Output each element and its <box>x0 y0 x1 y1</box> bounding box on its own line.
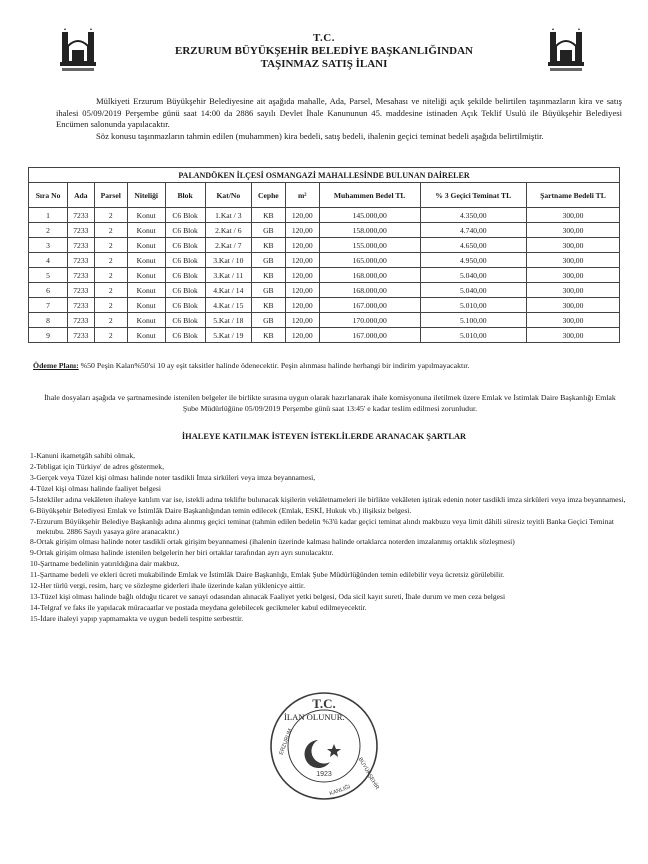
table-cell: 120,00 <box>285 313 319 328</box>
table-header-cell: % 3 Geçici Teminat TL <box>420 183 526 208</box>
table-cell: 120,00 <box>285 223 319 238</box>
table-cell: 2 <box>94 223 127 238</box>
table-header-row <box>29 183 620 208</box>
table-cell: 2 <box>94 268 127 283</box>
table-cell: 120,00 <box>285 328 319 343</box>
requirement-text: Tebligat için Türkiye' de adres göstermek, <box>36 461 164 471</box>
requirement-item <box>30 484 626 494</box>
requirement-number: 4- <box>30 483 37 493</box>
table-cell: 5.040,00 <box>420 268 526 283</box>
table-cell: C6 Blok <box>165 268 205 283</box>
requirement-text: Tüzel kişi olması halinde faaliyet belgesi <box>36 483 161 493</box>
requirement-item <box>30 559 626 569</box>
table-cell: 2 <box>94 298 127 313</box>
table-cell: 7233 <box>68 328 95 343</box>
table-cell: 2.Kat / 7 <box>205 238 251 253</box>
table-cell: 5.Kat / 18 <box>205 313 251 328</box>
table-cell: Konut <box>127 268 165 283</box>
requirement-item <box>30 570 626 580</box>
table-row <box>29 268 620 283</box>
table-header-cell: Muhammen Bedel TL <box>319 183 420 208</box>
requirement-text: Ortak girişim olması halinde noter tasdikli ortak girişim beyannamesi (ihalenin üzerinde kalması halinde ortaklarca noterden imzalanmış ortaklık sözleşmesi) <box>36 537 515 547</box>
table-cell: 3 <box>29 238 68 253</box>
requirement-item <box>30 548 626 558</box>
table-cell: GB <box>251 223 285 238</box>
official-stamp <box>268 690 380 802</box>
requirement-item <box>30 517 626 536</box>
table-cell: 5.040,00 <box>420 283 526 298</box>
payment-plan-text: %50 Peşin Kalan%50'si 10 ay eşit taksitler halinde ödenecektir. Peşin alınması halinde herhangi bir indirim yapılmayacaktır. <box>78 361 470 370</box>
table-cell: 2.Kat / 6 <box>205 223 251 238</box>
table-cell: KB <box>251 238 285 253</box>
table-cell: Konut <box>127 313 165 328</box>
table-header-cell: Parsel <box>94 183 127 208</box>
requirements-list <box>30 451 626 625</box>
table-cell: 168.000,00 <box>319 283 420 298</box>
table-cell: GB <box>251 313 285 328</box>
table-cell: 300,00 <box>526 208 619 223</box>
requirement-text: Tüzel kişi olması halinde bağlı olduğu ticaret ve sanayi odasından alınacak Faaliyet yetki belgesi, Oda sicil kayıt sureti, İhale durum ve men ceza belgesi <box>40 592 506 602</box>
table-row <box>29 208 620 223</box>
table-cell: C6 Blok <box>165 238 205 253</box>
table-header-cell: Blok <box>165 183 205 208</box>
requirement-item <box>30 495 626 505</box>
table-cell: 1 <box>29 208 68 223</box>
requirement-text: Gerçek veya Tüzel kişi olması halinde noter tasdikli İmza sirküleri veya imza beyannamesi, <box>36 472 316 482</box>
requirement-number: 8- <box>30 537 37 547</box>
table-cell: 300,00 <box>526 313 619 328</box>
table-cell: KB <box>251 298 285 313</box>
table-cell: 1.Kat / 3 <box>205 208 251 223</box>
table-cell: 158.000,00 <box>319 223 420 238</box>
table-cell: 300,00 <box>526 298 619 313</box>
document-header <box>0 32 648 70</box>
table-caption: PALANDÖKEN İLÇESİ OSMANGAZİ MAHALLESİNDE BULUNAN DAİRELER <box>29 168 620 183</box>
requirement-number: 10- <box>30 559 41 569</box>
table-cell: 120,00 <box>285 238 319 253</box>
stamp-side-text: BÜYÜKŞEHİR <box>356 756 380 791</box>
table-cell: C6 Blok <box>165 298 205 313</box>
requirement-item <box>30 462 626 472</box>
table-header-cell: Şartname Bedeli TL <box>526 183 619 208</box>
requirement-number: 9- <box>30 548 37 558</box>
stamp-tc-text: T.C. <box>312 696 336 711</box>
table-cell: 2 <box>94 283 127 298</box>
closing-statement: İLAN OLUNUR. <box>284 712 345 722</box>
requirement-item <box>30 506 626 516</box>
table-cell: KB <box>251 328 285 343</box>
table-header-cell: Cephe <box>251 183 285 208</box>
stamp-year: 1923 <box>316 771 332 778</box>
table-cell: 2 <box>94 313 127 328</box>
table-cell: 4.Kat / 15 <box>205 298 251 313</box>
table-cell: 300,00 <box>526 328 619 343</box>
table-cell: 7233 <box>68 313 95 328</box>
table-cell: GB <box>251 283 285 298</box>
requirement-number: 3- <box>30 472 37 482</box>
table-body <box>29 208 620 343</box>
table-cell: KB <box>251 268 285 283</box>
requirement-item <box>30 581 626 591</box>
table-cell: 120,00 <box>285 253 319 268</box>
table-row <box>29 313 620 328</box>
table-cell: Konut <box>127 208 165 223</box>
table-cell: C6 Blok <box>165 208 205 223</box>
table-cell: Konut <box>127 298 165 313</box>
table-cell: 4.Kat / 14 <box>205 283 251 298</box>
table-cell: 7233 <box>68 298 95 313</box>
table-cell: 300,00 <box>526 253 619 268</box>
table-cell: 120,00 <box>285 298 319 313</box>
header-title: TAŞINMAZ SATIŞ İLANI <box>260 58 388 70</box>
table-cell: C6 Blok <box>165 223 205 238</box>
table-cell: C6 Blok <box>165 313 205 328</box>
table-cell: Konut <box>127 283 165 298</box>
table-cell: 167.000,00 <box>319 328 420 343</box>
table-cell: 168.000,00 <box>319 268 420 283</box>
table-cell: Konut <box>127 223 165 238</box>
table-cell: 145.000,00 <box>319 208 420 223</box>
stamp-bottom-text: KANLIĞI <box>328 784 352 798</box>
table-cell: 9 <box>29 328 68 343</box>
requirement-text: Her türlü vergi, resim, harç ve sözleşme giderleri ihale üzerinde kalan yüklenicye aittir. <box>40 581 306 591</box>
table-cell: C6 Blok <box>165 328 205 343</box>
table-cell: Konut <box>127 238 165 253</box>
table-cell: 4.650,00 <box>420 238 526 253</box>
table-row <box>29 298 620 313</box>
table-header-cell: Ada <box>68 183 95 208</box>
requirement-number: 15- <box>30 614 41 624</box>
requirement-text: Kanuni ikametgâh sahibi olmak, <box>36 451 136 460</box>
table-cell: 7 <box>29 298 68 313</box>
requirement-text: Şartname bedeli ve ekleri ücreti mukabilinde Emlak ve İstimlâk Daire Başkanlığı, Emlak Şube Müdürlüğünden temin edilebilir veya ücretsiz görülebilir. <box>39 570 505 580</box>
table-cell: 5.100,00 <box>420 313 526 328</box>
table-cell: 7233 <box>68 238 95 253</box>
requirement-item <box>30 473 626 483</box>
table-cell: 2 <box>94 328 127 343</box>
requirement-item <box>30 614 626 624</box>
table-cell: 5 <box>29 268 68 283</box>
requirement-text: Şartname bedelinin yatırıldığına dair makbuz. <box>40 559 180 569</box>
table-cell: 2 <box>94 208 127 223</box>
requirement-text: Telgraf ve faks ile yapılacak müracaatlar ve postada meydana gelebilecek gecikmeler kabul edilmeyecektir. <box>40 603 367 613</box>
requirement-text: Ortak girişim olması halinde istenilen belgelerin her biri ortaklar tarafından ayrı ayrı sunulacaktır. <box>36 548 334 558</box>
requirement-text: Büyükşehir Belediyesi Emlak ve İstimlâk Daire Başkanlığından temin edilecek (Emlak, ESKİ, Hukuk vb.) ilişiksiz belgesi. <box>36 505 412 515</box>
table-cell: 5.010,00 <box>420 298 526 313</box>
table-cell: 167.000,00 <box>319 298 420 313</box>
table-cell: 3.Kat / 11 <box>205 268 251 283</box>
table-cell: 8 <box>29 313 68 328</box>
table-cell: 4.350,00 <box>420 208 526 223</box>
table-cell: 7233 <box>68 283 95 298</box>
table-cell: C6 Blok <box>165 283 205 298</box>
table-cell: 7233 <box>68 223 95 238</box>
table-cell: 120,00 <box>285 283 319 298</box>
table-cell: 165.000,00 <box>319 253 420 268</box>
table-header-cell: Sıra No <box>29 183 68 208</box>
requirement-number: 7- <box>30 516 37 526</box>
table-cell: 4.740,00 <box>420 223 526 238</box>
requirement-text: İdare ihaleyi yapıp yapmamakta ve uygun bedeli tespitte serbesttir. <box>40 614 244 624</box>
requirement-number: 6- <box>30 505 37 515</box>
submission-notice: İhale dosyaları aşağıda ve şartnamesinde istenilen belgeler ile birlikte sırasına uygun olarak hazırlanarak ihale komisyonuna iletilmek üzere Emlak ve İstimlak Daire Başkanlığı Emlak Şube Müdürlüğüne 05/09/2019 Perşembe günü saat 13:45' e kadar teslim edilmesi zorunludur. <box>44 393 616 413</box>
table-cell: 6 <box>29 283 68 298</box>
table-header-cell: Kat/No <box>205 183 251 208</box>
requirement-number: 14- <box>30 603 41 613</box>
table-cell: KB <box>251 208 285 223</box>
table-row <box>29 328 620 343</box>
property-table-wrapper <box>28 167 620 343</box>
requirement-text: İstekliler adına vekâleten ihaleye katılım var ise, istekli adına teklifte bulunacak kişilerin vekâletnameleri ile birlikte vekâleten iştirak edenin noter tasdikli imza sirküleri veya imza beyannamesi, <box>36 494 626 504</box>
table-cell: Konut <box>127 328 165 343</box>
requirements-title: İHALEYE KATILMAK İSTEYEN İSTEKLİLERDE ARANACAK ŞARTLAR <box>181 432 467 441</box>
table-cell: 2 <box>29 223 68 238</box>
table-cell: 7233 <box>68 268 95 283</box>
table-cell: 5.010,00 <box>420 328 526 343</box>
table-header-cell: Niteliği <box>127 183 165 208</box>
table-header-cell: m² <box>285 183 319 208</box>
table-cell: 7233 <box>68 253 95 268</box>
requirement-item <box>30 603 626 613</box>
table-cell: 300,00 <box>526 238 619 253</box>
requirement-number: 13- <box>30 592 41 602</box>
requirement-number: 5- <box>30 494 37 504</box>
table-row <box>29 238 620 253</box>
table-row <box>29 253 620 268</box>
table-cell: 300,00 <box>526 268 619 283</box>
property-table <box>28 167 620 343</box>
table-cell: 120,00 <box>285 268 319 283</box>
requirement-text: Erzurum Büyükşehir Belediye Başkanlığı adına alınmış geçici teminat (tahmin edilen bedelin %3'ü kadar geçici teminat alındı makbuzu veya limit dâhili süresiz teyitli Banka Geçici Teminat mektubu. 2886 Sayılı yasaya göre aranacaktır.) <box>36 516 614 536</box>
requirement-item <box>30 451 626 461</box>
requirement-item <box>30 592 626 602</box>
table-cell: 2 <box>94 238 127 253</box>
requirement-number: 1- <box>30 451 37 460</box>
table-cell: 155.000,00 <box>319 238 420 253</box>
table-cell: 300,00 <box>526 223 619 238</box>
intro-paragraph-1: Mülkiyeti Erzurum Büyükşehir Belediyesine ait aşağıda mahalle, Ada, Parsel, Mesahası ve niteliği açık şekilde belirtilen taşınmazların kira ve satış ihalesi 05/09/2019 Perşembe günü saat 14:00 da 2886 sayılı Devlet İhale Kanununun 45. maddesine istinaden Açık Teklif Usulü ile Büyükşehir Belediyesi Encümen salonunda yapılacaktır. <box>56 96 622 129</box>
requirement-number: 2- <box>30 461 37 471</box>
table-cell: GB <box>251 253 285 268</box>
table-cell: 7233 <box>68 208 95 223</box>
table-cell: 2 <box>94 253 127 268</box>
header-institution: ERZURUM BÜYÜKŞEHİR BELEDİYE BAŞKANLIĞINDAN <box>175 45 473 57</box>
table-cell: 4 <box>29 253 68 268</box>
intro-paragraph-2: Söz konusu taşınmazların tahmin edilen (muhammen) kira bedeli, satış bedeli, ihalenin geçici teminat bedeli aşağıda belirtilmiştir. <box>96 130 544 141</box>
table-row <box>29 283 620 298</box>
table-row <box>29 223 620 238</box>
table-cell: 170.000,00 <box>319 313 420 328</box>
header-tc: T.C. <box>313 32 335 44</box>
payment-plan <box>33 361 623 370</box>
requirement-number: 11- <box>30 570 40 580</box>
table-cell: 3.Kat / 10 <box>205 253 251 268</box>
intro-text <box>56 96 622 142</box>
table-cell: 120,00 <box>285 208 319 223</box>
stamp-left-text: ERZURUM <box>278 727 294 756</box>
table-cell: C6 Blok <box>165 253 205 268</box>
requirement-item <box>30 537 626 547</box>
table-cell: 300,00 <box>526 283 619 298</box>
requirement-number: 12- <box>30 581 41 591</box>
table-cell: 4.950,00 <box>420 253 526 268</box>
table-cell: 5.Kat / 19 <box>205 328 251 343</box>
table-cell: Konut <box>127 253 165 268</box>
payment-plan-label: Ödeme Planı: <box>33 361 79 370</box>
